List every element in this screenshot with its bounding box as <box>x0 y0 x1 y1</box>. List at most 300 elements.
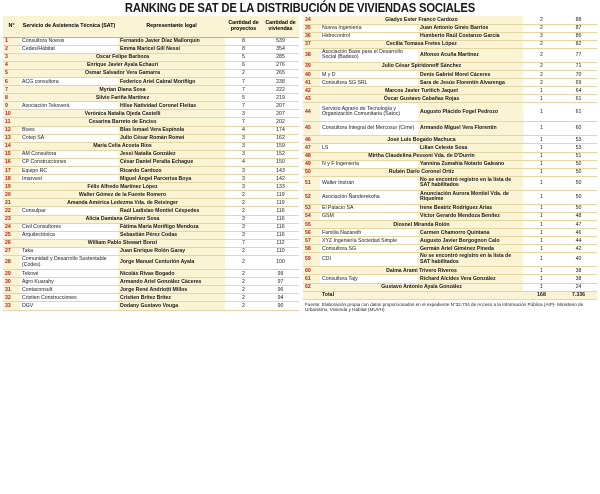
row-number: 13 <box>3 134 20 142</box>
row-representative: Emma Maricel Gill Nessi <box>118 45 225 53</box>
row-representative: Raúl Ladislao Montiel Céspedes <box>118 207 225 215</box>
row-number: 14 <box>3 142 20 150</box>
row-representative: Alfonso Acuña Martínez <box>418 48 523 62</box>
row-viviendas: 174 <box>262 126 299 134</box>
row-viviendas: 53 <box>560 144 597 152</box>
row-viviendas: 159 <box>262 142 299 150</box>
row-viviendas: 47 <box>560 221 597 229</box>
table-row <box>303 32 597 40</box>
row-representative: Yannina Zumahia Notario Galeano <box>418 160 523 168</box>
row-proyectos: 8 <box>225 37 262 45</box>
row-proyectos: 2 <box>523 24 560 32</box>
row-number: 51 <box>303 176 320 190</box>
col-header-rep: Representante legal <box>118 16 225 37</box>
total-row <box>303 291 597 299</box>
row-proyectos: 1 <box>523 152 560 160</box>
row-viviendas: 152 <box>262 150 299 158</box>
row-sat-name: Consultora Tajy <box>320 275 418 283</box>
row-proyectos: 3 <box>225 142 262 150</box>
row-proyectos: 1 <box>523 204 560 212</box>
row-representative: Osmar Salvador Vera Gamarra <box>20 69 225 77</box>
row-representative: Cristien Britez Britez <box>118 294 225 302</box>
row-number: 49 <box>303 160 320 168</box>
table-row <box>303 245 597 253</box>
row-proyectos: 1 <box>523 176 560 190</box>
row-sat-name: M y D <box>320 70 418 78</box>
row-number: 24 <box>3 223 20 231</box>
table-row <box>303 79 597 87</box>
row-proyectos: 5 <box>225 53 262 61</box>
page-title: RANKING DE SAT DE LA DISTRIBUCIÓN DE VIVIENDAS SOCIALES <box>124 1 476 15</box>
row-representative: Rubén Darío Coronel Ortiz <box>320 168 523 176</box>
row-representative: Jorge Manuel Centurión Ayala <box>118 256 225 270</box>
table-row <box>3 183 299 191</box>
source-note: Fuente: Elaboración propia con datos proporcionados en el expediente N°32.734 de Acceso a la Información Pública (AIP)- Ministerio de Urbanismo, Vivienda y Hábitat (MUVH) <box>305 301 584 313</box>
ranking-table-left <box>3 16 299 311</box>
row-number: 26 <box>3 239 20 247</box>
row-representative: Silvio Fariña Martínez <box>20 94 225 102</box>
row-representative: No se encontró registro en la lista de SAT habilitados <box>418 253 523 267</box>
row-number: 60 <box>303 267 320 275</box>
row-viviendas: 64 <box>560 87 597 95</box>
row-viviendas: 265 <box>262 69 299 77</box>
row-sat-name: Consultora SG SRL <box>320 79 418 87</box>
table-header-row <box>3 16 299 37</box>
row-sat-name: GSM <box>320 212 418 220</box>
row-representative: Walter Gómez de la Fuente Romero <box>20 191 225 199</box>
table-row <box>3 199 299 207</box>
row-representative: Óscar Felipe Barboza <box>20 53 225 61</box>
table-row <box>303 283 597 291</box>
row-representative: Myrian Diana Sosa <box>20 86 225 94</box>
row-viviendas: 69 <box>560 79 597 87</box>
row-viviendas: 238 <box>262 77 299 85</box>
row-representative: Armando Miguel Vera Florentín <box>418 122 523 136</box>
row-proyectos: 1 <box>523 212 560 220</box>
row-viviendas: 24 <box>560 283 597 291</box>
row-representative: Augusto Plácido Fogel Pedrozo <box>418 103 523 122</box>
row-sat-name: CDI <box>320 253 418 267</box>
ranking-table-right-body <box>303 16 597 291</box>
row-proyectos: 2 <box>225 286 262 294</box>
row-representative: Irene Beatriz Rodríguez Arias <box>418 204 523 212</box>
row-viviendas: 61 <box>560 95 597 103</box>
row-sat-name: El Palacio SA <box>320 204 418 212</box>
table-row <box>3 191 299 199</box>
row-proyectos: 2 <box>225 69 262 77</box>
row-proyectos: 1 <box>523 221 560 229</box>
row-representative: Julio César Román Romei <box>118 134 225 142</box>
row-proyectos: 2 <box>523 40 560 48</box>
row-proyectos: 7 <box>225 118 262 126</box>
row-proyectos: 2 <box>523 48 560 62</box>
row-sat-name: Asociación Base para el Desarrollo Social (Badeso) <box>320 48 418 62</box>
row-representative: Germán Ariel Giménez Pineda <box>418 245 523 253</box>
row-sat-name: Asociación Ñanderekoha <box>320 190 418 204</box>
ranking-table-right <box>303 16 597 316</box>
row-sat-name: Consultora SG <box>320 245 418 253</box>
row-number: 31 <box>3 286 20 294</box>
row-representative: Juan Antonio Ginés Barrios <box>418 24 523 32</box>
row-proyectos: 1 <box>523 95 560 103</box>
row-number: 17 <box>3 167 20 175</box>
row-proyectos: 1 <box>523 267 560 275</box>
row-representative: William Pablo Stewart Bonzi <box>20 239 225 247</box>
table-row <box>303 40 597 48</box>
table-row <box>3 134 299 142</box>
row-proyectos: 2 <box>225 256 262 270</box>
row-viviendas: 100 <box>262 256 299 270</box>
row-viviendas: 88 <box>560 16 597 24</box>
row-proyectos: 7 <box>225 77 262 85</box>
table-row <box>303 237 597 245</box>
row-viviendas: 133 <box>262 183 299 191</box>
row-number: 30 <box>3 278 20 286</box>
col-header-sat: Servicio de Asistencia Técnica (SAT) <box>20 16 118 37</box>
row-sat-name: Walter Instrán <box>320 176 418 190</box>
row-viviendas: 110 <box>262 247 299 255</box>
table-row <box>3 207 299 215</box>
row-representative: Alicia Damiana Giménez Sosa <box>20 215 225 223</box>
table-row <box>3 142 299 150</box>
row-proyectos: 3 <box>225 183 262 191</box>
row-viviendas: 116 <box>262 215 299 223</box>
row-proyectos: 2 <box>225 294 262 302</box>
row-representative: Blas Ismael Vera Espínola <box>118 126 225 134</box>
row-sat-name: ACG consultora <box>20 77 118 85</box>
row-proyectos: 1 <box>523 136 560 144</box>
row-representative: Carmen Chamorro Quintana <box>418 229 523 237</box>
table-row <box>3 150 299 158</box>
row-proyectos: 3 <box>225 175 262 183</box>
row-number: 19 <box>3 183 20 191</box>
row-sat-name: Comunidad y Desarrollo Sustentable (Codes) <box>20 256 118 270</box>
row-viviendas: 50 <box>560 176 597 190</box>
row-number: 39 <box>303 62 320 70</box>
row-viviendas: 38 <box>560 275 597 283</box>
row-representative: Fernando Javier Díaz Mallorquín <box>118 37 225 45</box>
table-row <box>303 144 597 152</box>
row-proyectos: 1 <box>523 275 560 283</box>
table-row <box>303 212 597 220</box>
row-proyectos: 3 <box>225 215 262 223</box>
row-number: 21 <box>3 199 20 207</box>
row-sat-name: Servicio Agrario de Tecnología y Organización Comunitaria (Satoc) <box>320 103 418 122</box>
table-row <box>3 158 299 166</box>
table-row <box>303 122 597 136</box>
row-number: 11 <box>3 118 20 126</box>
table-row <box>3 286 299 294</box>
row-number: 16 <box>3 158 20 166</box>
row-number: 2 <box>3 45 20 53</box>
table-row <box>303 160 597 168</box>
row-viviendas: 219 <box>262 94 299 102</box>
row-sat-name: CP Construcciones <box>20 158 118 166</box>
row-viviendas: 207 <box>262 102 299 110</box>
row-viviendas: 539 <box>262 37 299 45</box>
row-viviendas: 97 <box>262 278 299 286</box>
row-viviendas: 276 <box>262 61 299 69</box>
row-number: 55 <box>303 221 320 229</box>
row-sat-name: Asociación Tekoverá <box>20 102 118 110</box>
row-viviendas: 77 <box>560 48 597 62</box>
row-proyectos: 2 <box>523 16 560 24</box>
row-number: 56 <box>303 229 320 237</box>
row-proyectos: 4 <box>225 126 262 134</box>
row-number: 33 <box>3 302 20 310</box>
table-row <box>3 167 299 175</box>
row-sat-name: Consultora Integral del Mercosur (Cime) <box>320 122 418 136</box>
table-row <box>303 190 597 204</box>
table-row <box>303 152 597 160</box>
table-row <box>3 215 299 223</box>
row-sat-name: Nueva Ingeniería <box>320 24 418 32</box>
row-proyectos: 2 <box>225 247 262 255</box>
row-representative: Hilse Natividad Coronel Fleitas <box>118 102 225 110</box>
table-row <box>3 231 299 239</box>
table-row <box>3 61 299 69</box>
row-proyectos: 2 <box>225 199 262 207</box>
row-representative: Ricardo Cardozo <box>118 167 225 175</box>
row-viviendas: 71 <box>560 62 597 70</box>
row-representative: Gladys Ester Franco Cardozo <box>320 16 523 24</box>
row-viviendas: 46 <box>560 229 597 237</box>
row-number: 50 <box>303 168 320 176</box>
table-row <box>303 229 597 237</box>
row-viviendas: 48 <box>560 212 597 220</box>
row-sat-name: Tekové <box>20 270 118 278</box>
row-viviendas: 96 <box>262 286 299 294</box>
row-proyectos: 1 <box>523 190 560 204</box>
table-row <box>3 239 299 247</box>
row-viviendas: 60 <box>560 122 597 136</box>
row-viviendas: 44 <box>560 237 597 245</box>
row-sat-name: DGV <box>20 302 118 310</box>
row-viviendas: 119 <box>262 191 299 199</box>
row-viviendas: 99 <box>262 270 299 278</box>
row-representative: Augusto Javier Borgognon Calo <box>418 237 523 245</box>
table-row <box>303 87 597 95</box>
row-sat-name: AM Consultora <box>20 150 118 158</box>
row-sat-name: Civil Consultores <box>20 223 118 231</box>
row-number: 8 <box>3 94 20 102</box>
row-proyectos: 7 <box>225 239 262 247</box>
row-representative: Fátima María Moríñigo Mendoza <box>118 223 225 231</box>
row-proyectos: 2 <box>225 270 262 278</box>
row-viviendas: 143 <box>262 167 299 175</box>
row-viviendas: 142 <box>262 175 299 183</box>
table-row <box>3 294 299 302</box>
row-proyectos: 3 <box>225 167 262 175</box>
row-representative: Óscar Gustavo Cabañas Rojas <box>320 95 523 103</box>
table-row <box>3 69 299 77</box>
row-proyectos: 1 <box>523 229 560 237</box>
row-number: 18 <box>3 175 20 183</box>
table-row <box>3 118 299 126</box>
row-proyectos: 3 <box>225 134 262 142</box>
table-row <box>3 247 299 255</box>
row-viviendas: 94 <box>262 294 299 302</box>
row-number: 22 <box>3 207 20 215</box>
table-row <box>3 126 299 134</box>
row-viviendas: 53 <box>560 136 597 144</box>
table-row <box>303 24 597 32</box>
row-number: 53 <box>303 204 320 212</box>
row-representative: Víctor Gerardo Mendoza Benítez <box>418 212 523 220</box>
row-sat-name: Agro Kuarahy <box>20 278 118 286</box>
table-row <box>3 37 299 45</box>
row-number: 37 <box>303 40 320 48</box>
row-number: 29 <box>3 270 20 278</box>
row-representative: Amanda América Ledezma Vda. de Reisinger <box>20 199 225 207</box>
table-row <box>3 278 299 286</box>
row-number: 25 <box>3 231 20 239</box>
table-row <box>3 110 299 118</box>
table-row <box>3 45 299 53</box>
row-number: 44 <box>303 103 320 122</box>
row-representative: Marcos Javier Turitich Jaquet <box>320 87 523 95</box>
row-number: 41 <box>303 79 320 87</box>
row-number: 45 <box>303 122 320 136</box>
row-viviendas: 202 <box>262 118 299 126</box>
row-representative: Julio César Spiridonoff Sánchez <box>320 62 523 70</box>
row-number: 10 <box>3 110 20 118</box>
ranking-table-left-body <box>3 37 299 310</box>
row-number: 46 <box>303 136 320 144</box>
row-representative: Dalma Arami Trivero Riveros <box>320 267 523 275</box>
row-number: 48 <box>303 152 320 160</box>
row-sat-name: Cristien Construcciones <box>20 294 118 302</box>
row-viviendas: 51 <box>560 152 597 160</box>
row-viviendas: 150 <box>262 158 299 166</box>
row-proyectos: 2 <box>523 79 560 87</box>
row-proyectos: 1 <box>523 144 560 152</box>
row-proyectos: 3 <box>225 110 262 118</box>
table-row <box>3 86 299 94</box>
row-number: 5 <box>3 69 20 77</box>
row-representative: Mirtha Claudelina Pessoni Vda. de D'Durrin <box>320 152 523 160</box>
row-viviendas: 285 <box>262 53 299 61</box>
row-sat-name: Consultora Noesis <box>20 37 118 45</box>
row-proyectos: 2 <box>225 207 262 215</box>
row-representative: Cesarina Barreto de Enciso <box>20 118 225 126</box>
table-row <box>303 176 597 190</box>
row-number: 7 <box>3 86 20 94</box>
source-row <box>303 299 597 316</box>
row-proyectos: 1 <box>523 103 560 122</box>
total-viviendas: 7.336 <box>560 291 597 299</box>
row-sat-name: Familia Nazareth <box>320 229 418 237</box>
row-number: 52 <box>303 190 320 204</box>
row-number: 42 <box>303 87 320 95</box>
row-viviendas: 50 <box>560 168 597 176</box>
row-proyectos: 3 <box>523 32 560 40</box>
row-number: 54 <box>303 212 320 220</box>
row-sat-name: XYZ Ingeniería Sociedad Simple <box>320 237 418 245</box>
row-proyectos: 2 <box>523 70 560 78</box>
row-proyectos: 1 <box>523 122 560 136</box>
row-proyectos: 8 <box>225 45 262 53</box>
row-sat-name: LS <box>320 144 418 152</box>
row-viviendas: 119 <box>262 199 299 207</box>
col-header-viviendas: Cantidad de viviendas <box>262 16 299 37</box>
row-viviendas: 116 <box>262 223 299 231</box>
table-row <box>3 53 299 61</box>
row-proyectos: 2 <box>225 302 262 310</box>
row-representative: Gustavo Antonio Ayala González <box>320 283 523 291</box>
row-representative: Miguel Ángel Parcerisa Boya <box>118 175 225 183</box>
row-representative: Nicolás Rivas Bogado <box>118 270 225 278</box>
row-number: 38 <box>303 48 320 62</box>
row-representative: Sebastián Pérez Codas <box>118 231 225 239</box>
table-row <box>303 168 597 176</box>
row-proyectos: 6 <box>225 61 262 69</box>
row-number: 61 <box>303 275 320 283</box>
row-representative: José Luis Bogado Machuca <box>320 136 523 144</box>
row-viviendas: 40 <box>560 253 597 267</box>
row-viviendas: 86 <box>560 32 597 40</box>
row-proyectos: 3 <box>225 231 262 239</box>
total-proyectos: 168 <box>523 291 560 299</box>
row-number: 4 <box>3 61 20 69</box>
table-row <box>3 223 299 231</box>
row-proyectos: 5 <box>225 94 262 102</box>
row-number: 9 <box>3 102 20 110</box>
row-viviendas: 82 <box>560 40 597 48</box>
row-representative: Diosnel Miranda Rolón <box>320 221 523 229</box>
row-sat-name: N y F Ingeniería <box>320 160 418 168</box>
table-row <box>3 270 299 278</box>
table-row <box>3 102 299 110</box>
row-number: 27 <box>3 247 20 255</box>
row-number: 62 <box>303 283 320 291</box>
row-number: 43 <box>303 95 320 103</box>
row-viviendas: 90 <box>262 302 299 310</box>
row-representative: Cecilia Tomasa Fretes López <box>320 40 523 48</box>
table-row <box>303 16 597 24</box>
row-viviendas: 207 <box>262 110 299 118</box>
table-row <box>303 253 597 267</box>
row-proyectos: 1 <box>523 237 560 245</box>
total-rep <box>418 291 523 299</box>
row-number: 23 <box>3 215 20 223</box>
row-representative: Juan Enrique Rolón Garay <box>118 247 225 255</box>
row-representative: Denis Gabriel Morel Cáceres <box>418 70 523 78</box>
row-proyectos: 2 <box>225 191 262 199</box>
col-header-proyectos: Cantidad de proyectos <box>225 16 262 37</box>
row-proyectos: 1 <box>523 168 560 176</box>
table-row <box>303 103 597 122</box>
row-viviendas: 38 <box>560 267 597 275</box>
row-representative: No se encontró registro en la lista de SAT habilitados <box>418 176 523 190</box>
row-representative: Jorge René Andriotti Millos <box>118 286 225 294</box>
row-representative: María Celia Acosta Ríos <box>20 142 225 150</box>
table-row <box>303 275 597 283</box>
table-row <box>303 267 597 275</box>
row-number: 34 <box>303 16 320 24</box>
row-proyectos: 1 <box>523 87 560 95</box>
row-representative: Verónica Natalia Ojeda Castelli <box>20 110 225 118</box>
row-sat-name: Consulpar <box>20 207 118 215</box>
total-num <box>303 291 320 299</box>
table-row <box>303 95 597 103</box>
row-representative: Sara de Jesús Florentín Alvarenga <box>418 79 523 87</box>
row-representative: Anunciación Aurora Montiel Vda. de Riquelme <box>418 190 523 204</box>
row-viviendas: 116 <box>262 207 299 215</box>
table-row <box>3 256 299 270</box>
row-representative: Richard Alcides Vera González <box>418 275 523 283</box>
row-sat-name: Cotep SA <box>20 134 118 142</box>
